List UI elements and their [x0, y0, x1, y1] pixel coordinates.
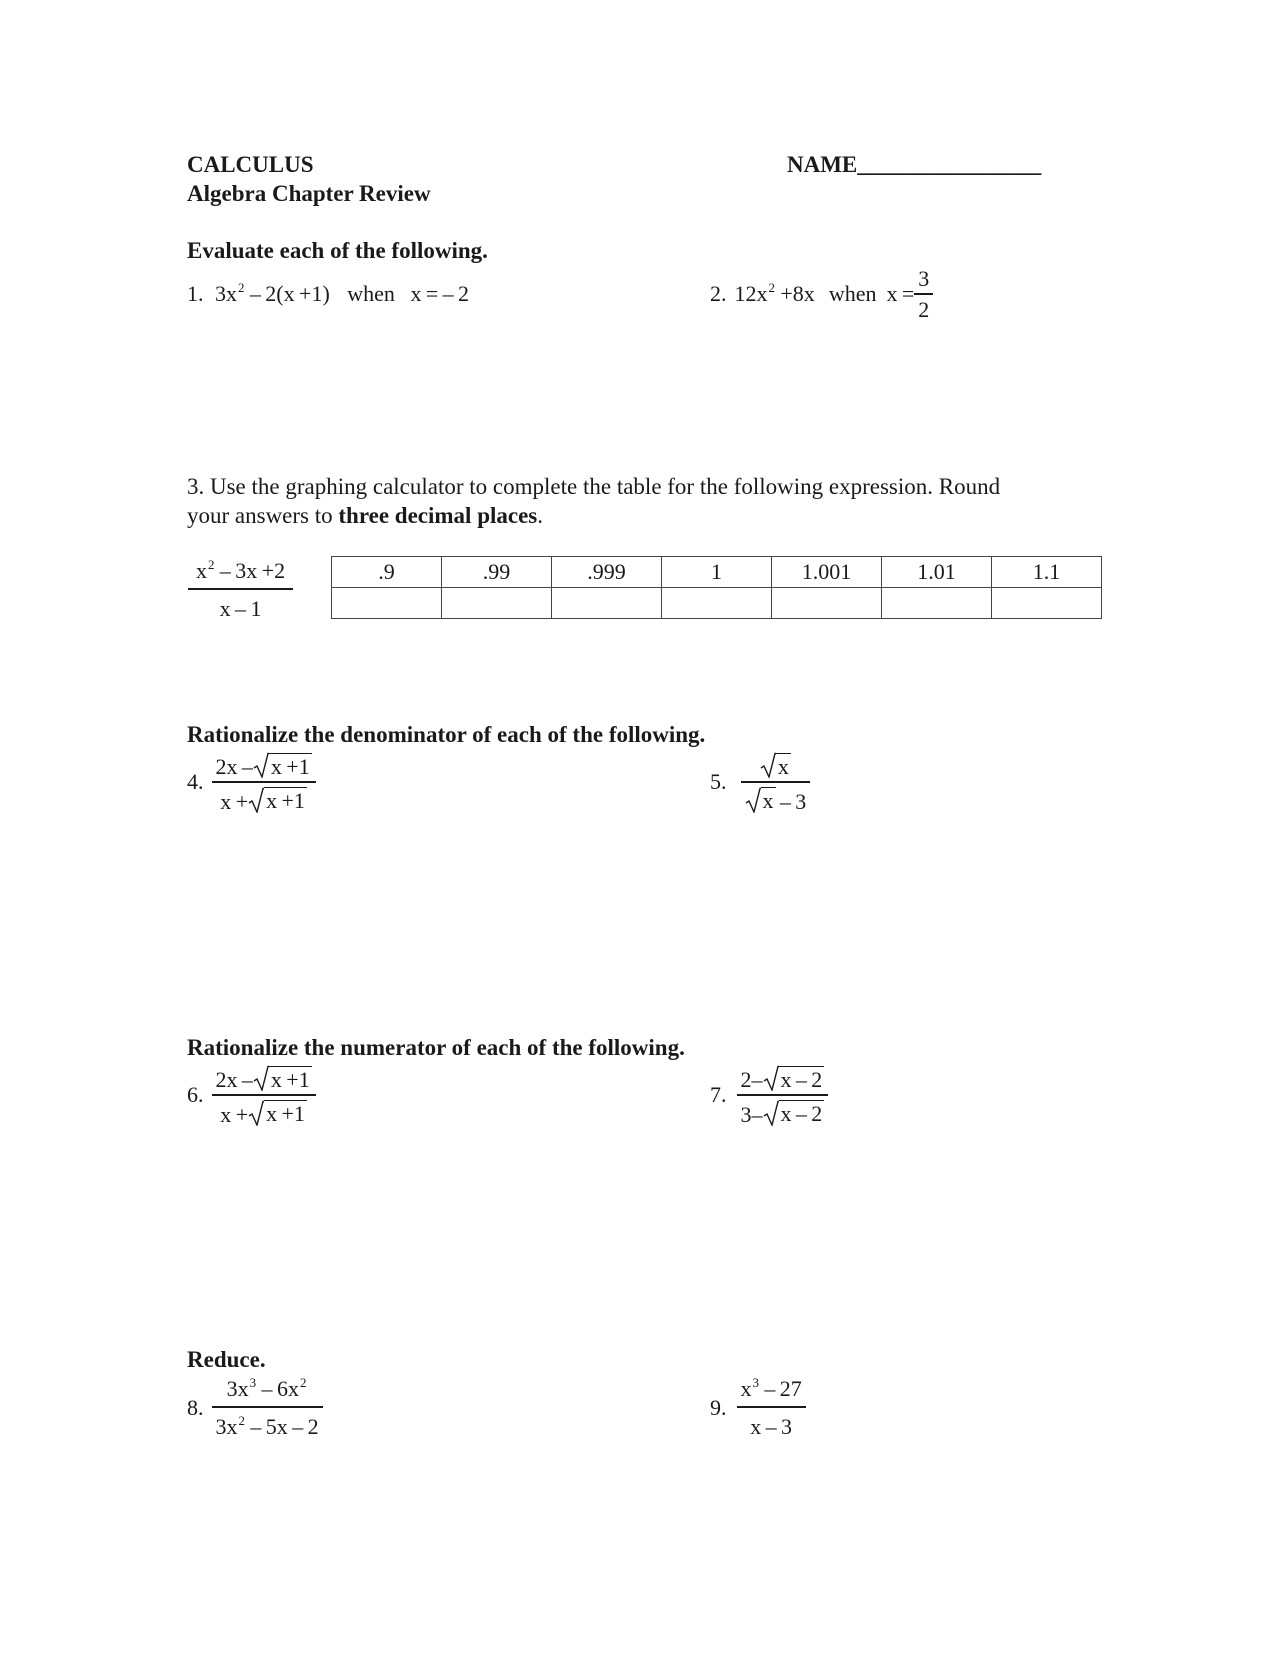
table-cell: .99 — [442, 557, 552, 588]
worksheet-subtitle: Algebra Chapter Review — [187, 181, 431, 206]
answer-cell[interactable] — [442, 588, 552, 619]
problem-7-expression: 2– x – 2 3– x – 2 — [737, 1065, 829, 1126]
problem-9-expression: $\frac{x^3 - 27}{x - 3}$ — [737, 1378, 806, 1438]
values-table — [331, 556, 1102, 619]
problem-3-instructions: 3. Use the graphing calculator to complete the table for the following expression. Round — [187, 474, 1001, 499]
problem-7 — [710, 1065, 828, 1126]
table-cell: .9 — [332, 557, 442, 588]
problem-number: 1. — [187, 281, 204, 306]
problem-8-expression: $\frac{3x^3 - 6x^2}{3x^2 - 5x - 2}$ — [212, 1378, 323, 1438]
name-field[interactable]: NAME________________ — [787, 152, 1042, 177]
reduce-heading: Reduce. — [187, 1347, 266, 1372]
problem-5 — [710, 752, 810, 813]
problem-number: 2. — [710, 281, 727, 307]
problem-1-condition: x = – 2 — [410, 281, 470, 306]
table-row-answers — [332, 588, 1102, 619]
problem-5-expression: x x – 3 — [741, 752, 811, 813]
answer-cell[interactable] — [992, 588, 1102, 619]
course-title: CALCULUS — [187, 152, 314, 177]
answer-cell[interactable] — [772, 588, 882, 619]
answer-cell[interactable] — [662, 588, 772, 619]
answer-cell[interactable] — [882, 588, 992, 619]
problem-number: 5. — [710, 769, 727, 795]
table-cell: 1 — [662, 557, 772, 588]
fraction: $\frac{3}{2}$ — [914, 268, 933, 321]
table-row-inputs — [332, 557, 1102, 588]
problem-8 — [187, 1375, 323, 1439]
table-cell: .999 — [552, 557, 662, 588]
evaluate-heading: Evaluate each of the following. — [187, 238, 488, 263]
problem-number: 7. — [710, 1082, 727, 1108]
table-cell: 1.01 — [882, 557, 992, 588]
when-label: when — [828, 281, 877, 307]
table-cell: 1.001 — [772, 557, 882, 588]
answer-cell[interactable] — [552, 588, 662, 619]
problem-4-expression: 2x – x +1 x + x +1 — [212, 752, 316, 813]
problem-2 — [710, 268, 933, 321]
problem-number: 9. — [710, 1394, 727, 1420]
problem-3-expression: $\frac{x^2 - 3x +2}{x - 1}$ — [188, 560, 293, 620]
problem-number: 6. — [187, 1082, 204, 1108]
when-label: when — [347, 281, 395, 306]
problem-1-expression: $3x^2 - 2(x +1)$ — [215, 280, 330, 306]
problem-number: 8. — [187, 1394, 204, 1420]
problem-2-condition: x = — [886, 281, 915, 307]
table-cell: 1.1 — [992, 557, 1102, 588]
problem-number: 4. — [187, 769, 204, 795]
problem-1 — [187, 280, 470, 306]
problem-4 — [187, 752, 316, 813]
problem-9 — [710, 1375, 806, 1439]
problem-6 — [187, 1065, 316, 1126]
rationalize-numerator-heading: Rationalize the numerator of each of the following. — [187, 1035, 685, 1060]
problem-2-expression: $12x^2 +8x$ — [734, 280, 815, 307]
rationalize-denominator-heading: Rationalize the denominator of each of the following. — [187, 722, 706, 747]
problem-3-instructions-line2: your answers to three decimal places. — [187, 503, 543, 528]
problem-6-expression: 2x – x +1 x + x +1 — [212, 1065, 316, 1126]
answer-cell[interactable] — [332, 588, 442, 619]
